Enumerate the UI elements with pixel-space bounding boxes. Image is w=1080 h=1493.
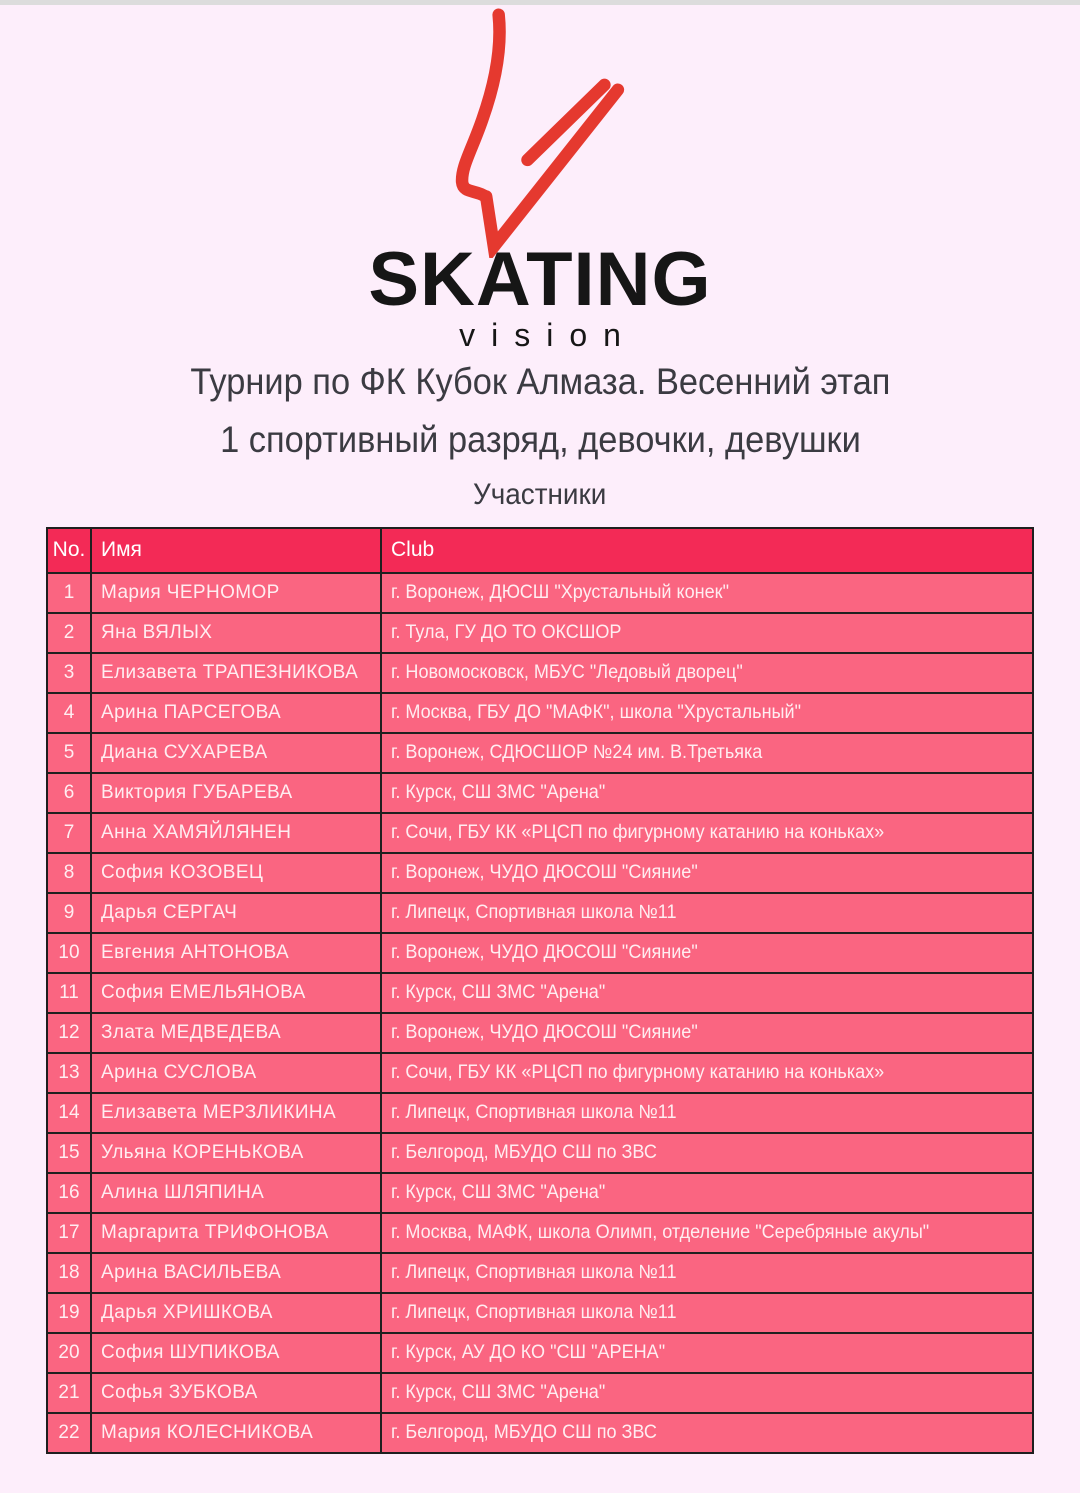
participant-name: Арина СУСЛОВА <box>91 1053 381 1093</box>
col-header-no: No. <box>47 528 91 573</box>
table-row <box>47 1253 1033 1293</box>
row-number: 19 <box>47 1293 91 1333</box>
row-number: 9 <box>47 893 91 933</box>
participant-name: Злата МЕДВЕДЕВА <box>91 1013 381 1053</box>
participant-name: София ЕМЕЛЬЯНОВА <box>91 973 381 1013</box>
participant-name: Мария ЧЕРНОМОР <box>91 573 381 613</box>
row-number: 12 <box>47 1013 91 1053</box>
table-row <box>47 693 1033 733</box>
window-top-edge <box>0 0 1080 5</box>
row-number: 21 <box>47 1373 91 1413</box>
participant-name: Яна ВЯЛЫХ <box>91 613 381 653</box>
participant-club: г. Курск, СШ ЗМС "Арена" <box>381 773 1033 813</box>
row-number: 10 <box>47 933 91 973</box>
table-row <box>47 1213 1033 1253</box>
table-row <box>47 853 1033 893</box>
skating-vision-logo <box>0 8 1080 351</box>
category-subtitle: 1 спортивный разряд, девочки, девушки <box>219 418 861 460</box>
participant-name: Анна ХАМЯЙЛЯНЕН <box>91 813 381 853</box>
participant-club: г. Белгород, МБУДО СШ по ЗВС <box>381 1133 1033 1173</box>
participant-name: Арина ПАРСЕГОВА <box>91 693 381 733</box>
table-body <box>47 573 1033 1453</box>
table-row <box>47 1413 1033 1453</box>
row-number: 6 <box>47 773 91 813</box>
table-row <box>47 1293 1033 1333</box>
table-row <box>47 893 1033 933</box>
row-number: 8 <box>47 853 91 893</box>
participant-club: г. Липецк, Спортивная школа №11 <box>381 1293 1033 1333</box>
skate-blade-icon <box>450 8 630 258</box>
participant-name: Дарья ХРИШКОВА <box>91 1293 381 1333</box>
row-number: 5 <box>47 733 91 773</box>
participant-club: г. Белгород, МБУДО СШ по ЗВС <box>381 1413 1033 1453</box>
col-header-club: Club <box>381 528 1033 573</box>
row-number: 20 <box>47 1333 91 1373</box>
participant-name: София КОЗОВЕЦ <box>91 853 381 893</box>
participant-name: Виктория ГУБАРЕВА <box>91 773 381 813</box>
participant-name: София ШУПИКОВА <box>91 1333 381 1373</box>
tournament-title: Турнир по ФК Кубок Алмаза. Весенний этап <box>189 361 890 402</box>
table-row <box>47 933 1033 973</box>
participant-name: Маргарита ТРИФОНОВА <box>91 1213 381 1253</box>
row-number: 4 <box>47 693 91 733</box>
table-row <box>47 1093 1033 1133</box>
row-number: 17 <box>47 1213 91 1253</box>
row-number: 7 <box>47 813 91 853</box>
participant-club: г. Курск, СШ ЗМС "Арена" <box>381 1173 1033 1213</box>
participant-name: Арина ВАСИЛЬЕВА <box>91 1253 381 1293</box>
participant-club: г. Воронеж, ЧУДО ДЮСОШ "Сияние" <box>381 1013 1033 1053</box>
col-header-name: Имя <box>91 528 381 573</box>
participant-club: г. Липецк, Спортивная школа №11 <box>381 1253 1033 1293</box>
participant-club: г. Воронеж, ДЮСШ "Хрустальный конек" <box>381 573 1033 613</box>
table-row <box>47 773 1033 813</box>
table-row <box>47 733 1033 773</box>
table-row <box>47 1333 1033 1373</box>
table-row <box>47 973 1033 1013</box>
participant-club: г. Воронеж, ЧУДО ДЮСОШ "Сияние" <box>381 853 1033 893</box>
brand-subname: vision <box>459 317 637 353</box>
table-header-row <box>47 528 1033 573</box>
row-number: 16 <box>47 1173 91 1213</box>
table-row <box>47 653 1033 693</box>
participant-club: г. Москва, ГБУ ДО "МАФК", школа "Хрустальный" <box>381 693 1033 733</box>
row-number: 13 <box>47 1053 91 1093</box>
row-number: 11 <box>47 973 91 1013</box>
row-number: 3 <box>47 653 91 693</box>
row-number: 22 <box>47 1413 91 1453</box>
participant-club: г. Липецк, Спортивная школа №11 <box>381 893 1033 933</box>
participant-name: Алина ШЛЯПИНА <box>91 1173 381 1213</box>
participant-name: Ульяна КОРЕНЬКОВА <box>91 1133 381 1173</box>
participant-name: Софья ЗУБКОВА <box>91 1373 381 1413</box>
table-row <box>47 813 1033 853</box>
participant-club: г. Новомосковск, МБУС "Ледовый дворец" <box>381 653 1033 693</box>
participant-name: Евгения АНТОНОВА <box>91 933 381 973</box>
row-number: 18 <box>47 1253 91 1293</box>
participant-club: г. Курск, СШ ЗМС "Арена" <box>381 1373 1033 1413</box>
participant-name: Диана СУХАРЕВА <box>91 733 381 773</box>
participants-table <box>46 527 1034 1454</box>
table-row <box>47 1133 1033 1173</box>
participant-club: г. Сочи, ГБУ КК «РЦСП по фигурному катанию на коньках» <box>381 1053 1033 1093</box>
participant-club: г. Воронеж, ЧУДО ДЮСОШ "Сияние" <box>381 933 1033 973</box>
row-number: 15 <box>47 1133 91 1173</box>
table-row <box>47 1373 1033 1413</box>
section-heading: Участники <box>473 478 607 512</box>
row-number: 2 <box>47 613 91 653</box>
row-number: 1 <box>47 573 91 613</box>
participant-club: г. Курск, СШ ЗМС "Арена" <box>381 973 1033 1013</box>
participant-club: г. Тула, ГУ ДО ТО ОКСШОР <box>381 613 1033 653</box>
table-row <box>47 1173 1033 1213</box>
participant-name: Дарья СЕРГАЧ <box>91 893 381 933</box>
participant-club: г. Курск, АУ ДО КО "СШ "АРЕНА" <box>381 1333 1033 1373</box>
brand-name: SKATING <box>368 237 712 322</box>
participant-club: г. Липецк, Спортивная школа №11 <box>381 1093 1033 1133</box>
participant-name: Елизавета ТРАПЕЗНИКОВА <box>91 653 381 693</box>
participant-club: г. Сочи, ГБУ КК «РЦСП по фигурному катанию на коньках» <box>381 813 1033 853</box>
participant-club: г. Москва, МАФК, школа Олимп, отделение "Серебряные акулы" <box>381 1213 1033 1253</box>
participant-name: Мария КОЛЕСНИКОВА <box>91 1413 381 1453</box>
participant-club: г. Воронеж, СДЮСШОР №24 им. В.Третьяка <box>381 733 1033 773</box>
row-number: 14 <box>47 1093 91 1133</box>
table-row <box>47 573 1033 613</box>
table-row <box>47 1013 1033 1053</box>
table-row <box>47 613 1033 653</box>
table-row <box>47 1053 1033 1093</box>
participant-name: Елизавета МЕРЗЛИКИНА <box>91 1093 381 1133</box>
